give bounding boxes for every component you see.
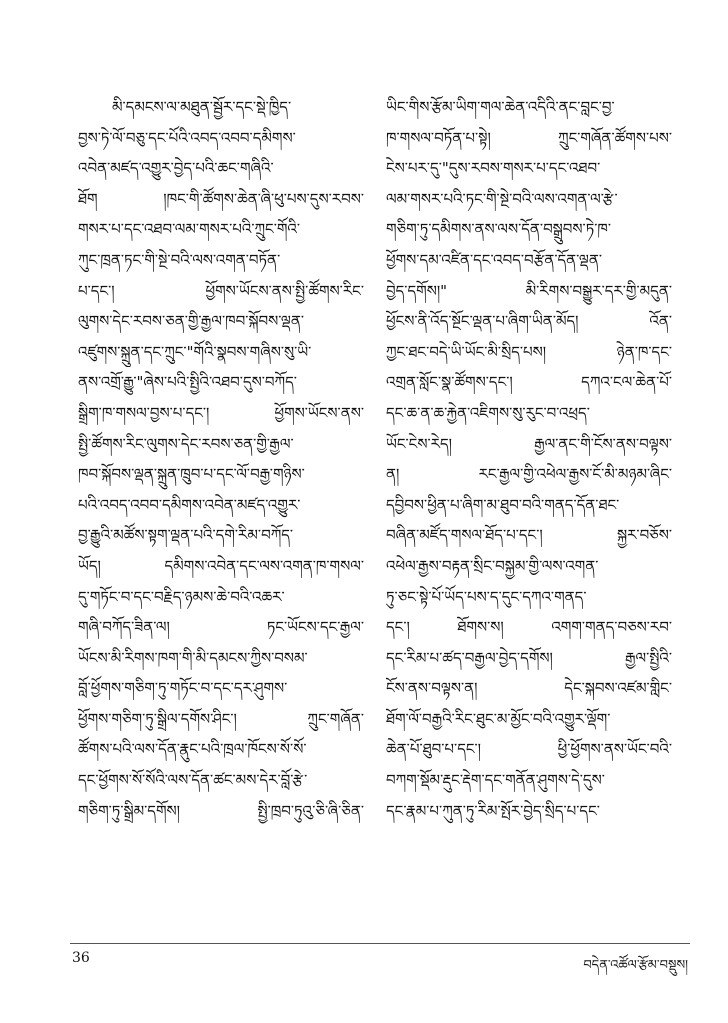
left-column-line: ཀུང་ཁྲན་ཏང་གི་སྔེ་བའི་ལས་འགན་བཏོན་ [78,250,281,269]
right-column-line: ལམ་གསར་པའི་ཏང་གི་སྔེ་བའི་ལས་འགན་ལ་རྩེ་ [386,189,618,208]
left-column-line: ཁབ་སྐོབས་ལྡན་སྐྲུན་ཁྲུབ་པ་དང་ལོ་བརྒྱ་གཉིས་ [78,465,305,484]
right-column-line: ཆེན་པོ་ཐུབ་པ་དང་། ཕྱི་ཕྱོགས་ནས་ཡོང་བའི་ [386,740,672,759]
left-column-line: དུ་གཏོང་བ་དང་བརྗིད་ཉམས་ཆེ་བའི་འཆར་ [78,587,285,606]
left-column-line: འབེན་མཛད་འགྱུར་བྱེད་པའི་ཆང་གཞིའི་ [78,159,274,178]
right-column-line: བཀག་སྡོམ་རྡུང་རྡེག་དང་གནོན་ཤུགས་དེ་དུས་ [386,771,605,790]
right-text-column [386,92,672,826]
left-column-line: བློ་ཕྱོགས་གཅིག་ཏུ་གཏོང་བ་དང་དར་ཤུགས་ [78,679,288,698]
right-column-line: ཀྱང་ཐང་བདེ་ཡི་ཡོང་མི་སྲིད་པས། ཉེན་ཁ་དང་ [386,342,672,361]
right-column-line: དང་རིམ་པ་ཚད་བརྒྱལ་བྱེད་དགོས། རྒྱལ་སྤྱིའི་ [386,648,672,667]
left-column-line: ཐོག །ཁང་གི་ཚོགས་ཆེན་ཞི་ཕུ་པས་དུས་རབས་ [78,189,364,208]
left-column-line: མི་དམངས་ལ་མཐུན་སྦྱོར་དང་སྡེ་ཁྱིད་ [112,98,292,116]
right-column-line: ཡིང་གིས་རྩོམ་ཡིག་གལ་ཆེན་འདིའི་ནང་བླང་བྱ་ [386,98,615,116]
left-column-line: འཛུགས་སྐྲུན་དང་ཀྲུང་"གོའི་སྣབས་གཞིས་སུ་ཡི་ [78,342,312,361]
right-column-line: བཞིན་མཛོད་གསལ་ཐོད་པ་དང་། སྐྱར་བཅོས་ [386,526,672,545]
right-column-line: ཁ་གསལ་བཏོན་པ་སྟེ། ཀྲུང་གཞོན་ཚོགས་པས་ [386,128,672,147]
left-column-line: བྱ་རྒྱུའི་མཚོས་སྟག་ལྡན་པའི་དགེ་རིམ་བཀོད་ [78,526,294,545]
right-column-line: བྱེད་དགོས།" མི་རིགས་བསྒྱུར་དར་གྱི་མདུན་ [386,281,672,300]
right-column-line: ཕྱོགས་དམ་འཛིན་དང་འབད་བརྩོན་དོན་ལྡན་ [386,250,603,269]
left-column-line: པ་དང་། ཕྱོགས་ཡོངས་ནས་སྤྱི་ཚོགས་རིང་ [78,281,364,300]
right-column-line: ཡོང་ངེས་རེད། རྒྱལ་ནང་གི་ངོས་ནས་བལྟས་ [386,434,672,453]
right-column-line: གཅིག་ཏུ་དམིགས་ནས་ལས་དོན་བསྒྲུབས་ཏེ་ཁ་ [386,220,612,239]
right-column-line: ངེས་པར་དུ་"དུས་རབས་གསར་པ་དང་འཐབ་ [386,159,601,178]
page-number: 36 [72,950,90,966]
right-column-line: ངོས་ནས་བལྟས་ན། དེང་སྐབས་འཛམ་གླིང་ [386,679,672,698]
left-column-line: ཡོངས་མི་རིགས་ཁག་གི་མི་དམངས་ཀྱིས་བསམ་ [78,648,308,667]
left-column-line: གཅིག་ཏུ་སྒྲིམ་དགོས། སྤྱི་ཁྲབ་ཏུའུ་ཅི་ཞི་ཅིན་ [78,801,364,820]
left-column-line: སྒྲིག་ཁ་གསལ་བྱས་པ་དང་། ཕྱོགས་ཡོངས་ནས་ [78,403,364,422]
right-column-line: དང་ཆ་ན་ཆ་རྐྱེན་འཇིགས་སུ་རུང་བ་འཕྲད་ [386,403,590,422]
left-column-line: ནས་འགྲོ་རྒྱུ་"ཞེས་པའི་སྤྱིའི་འཐབ་དུས་བཀོད་ [78,373,297,392]
right-column-line: ཕྱོངས་ནི་འོད་སྔོང་ལྡན་པ་ཞིག་ཡིན་མོད། འོན་ [386,312,672,331]
left-text-column [78,92,364,826]
right-column-line: འཕེལ་རྒྱས་བརྟན་སྲིང་བསྐྱམ་གྱི་ལས་འགན་ [386,556,599,575]
right-column-line: ཏུ་ཅང་སྟེ་པོ་ཡོད་པས་ད་དུང་དཀའ་གནད་ [386,587,587,606]
right-column-line: དབྱིབས་ཕྱིན་པ་ཞིག་མ་ཐུབ་བའི་གནད་དོན་ཐང་ [386,495,620,514]
right-column-line: དང་རྣམ་པ་ཀུན་ཏུ་རིམ་སྤོར་བྱེད་སྲིད་པ་དང་ [386,801,600,820]
right-column-line: ན། རང་རྒྱལ་གྱི་འཕེལ་རྒྱས་ངོ་མི་མཉམ་ཞིང་ [386,465,672,484]
running-footer-title: བདེན་འཚོལ་རྩོམ་བསྡུས། [583,958,688,973]
left-column-line: ལུགས་དེང་རབས་ཅན་གྱི་རྒྱལ་ཁབ་སྐོབས་ལྡན་ [78,312,305,331]
right-column-line: ཐོག་ལོ་བརྒྱའི་རིང་ཐུང་མ་མྱོང་བའི་འགྱུར་ལྡོག་ [386,709,611,728]
left-column-line: གཞི་བཀོད་ཟིན་ལ། ཏང་ཡོངས་དང་རྒྱལ་ [78,618,364,637]
left-column-line: གསར་པ་དང་འཐབ་ལམ་གསར་པའི་ཀྲུང་གོའི་ [78,220,301,239]
left-column-line: སྤྱི་ཚོགས་རིང་ལུགས་དེང་རབས་ཅན་གྱི་རྒྱལ་ [78,434,294,453]
left-column-line: བྱས་ཏེ་ལོ་བཅུ་དང་པོའི་འབད་འབབ་དམིགས་ [78,128,296,147]
left-column-line: པའི་འབད་འབབ་དམིགས་འབེན་མཛད་འགྱུར་ [78,495,301,514]
right-column-line: འགྲན་སློང་སྣ་ཚོགས་དང་། དཀའ་ངལ་ཆེན་པོ་ [386,373,672,392]
right-column-line: དང་། ཐོགས་ས། འགག་གནད་བཅས་རབ་ [386,618,672,637]
left-column-line: ཕྱོགས་གཅིག་ཏུ་སྒྲིལ་དགོས་ཤིང་། ཀྲུང་གཞོན་ [78,709,364,728]
footer-rule [70,943,690,944]
left-column-line: དང་ཕྱོགས་སོ་སོའི་ལས་དོན་ཚང་མས་དེར་བློ་རྩེ་ [78,771,308,790]
left-column-line: ཚོགས་པའི་ལས་དོན་རྣུང་པའི་ཁྲལ་ཁོངས་སོ་སོ་ [78,740,307,759]
left-column-line: ཡོད། དམིགས་འབེན་དང་ལས་འགན་ཁ་གསལ་ [78,556,364,575]
